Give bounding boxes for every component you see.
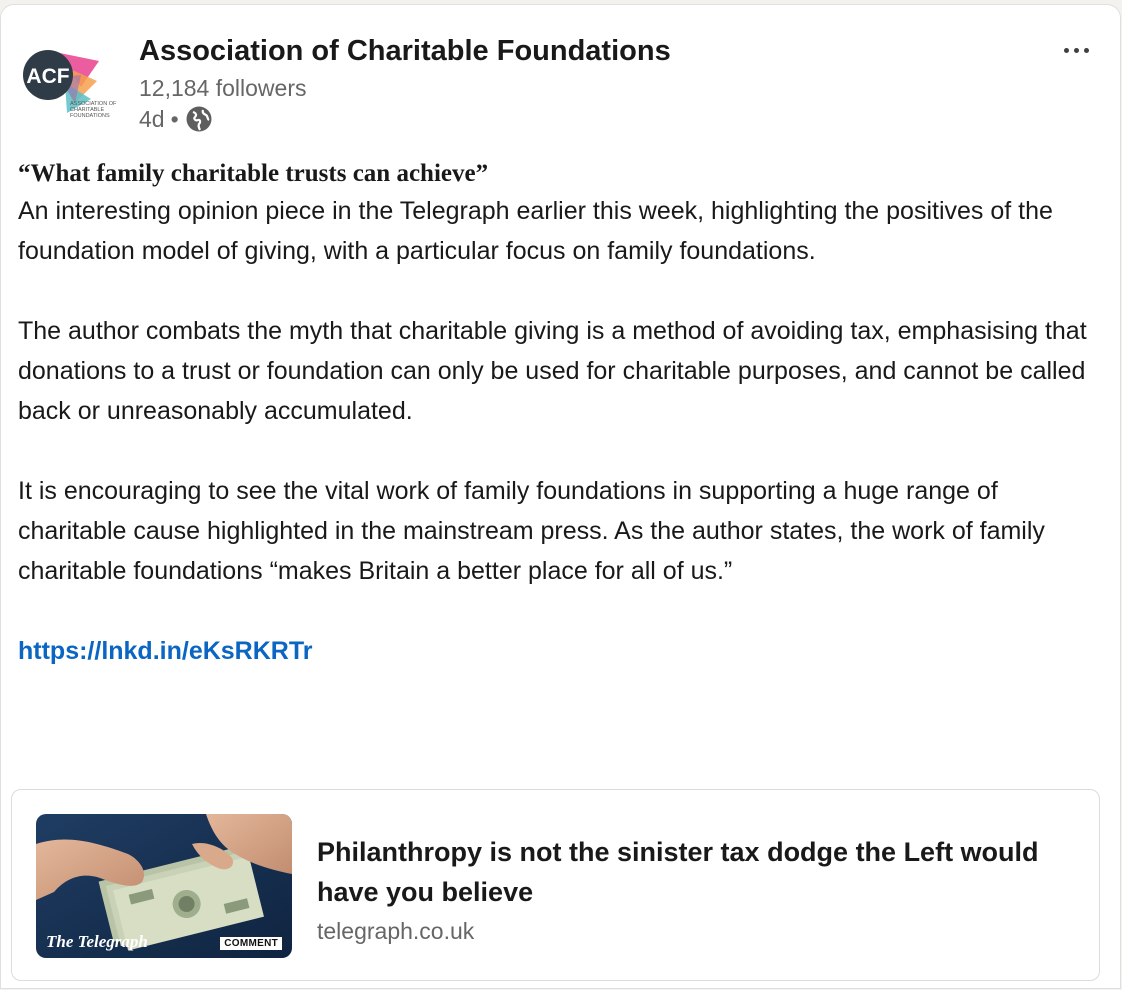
more-horizontal-icon xyxy=(1064,48,1069,53)
article-title[interactable]: Philanthropy is not the sinister tax dodge the Left would have you believe xyxy=(317,837,1039,907)
article-preview-card[interactable] xyxy=(11,789,1100,981)
logo-wordmark-line: CHARITABLE xyxy=(70,107,105,113)
globe-icon xyxy=(185,105,213,133)
post-paragraph: It is encouraging to see the vital work of family foundations in supporting a huge range of charitable cause highlighted in the mainstream press. As the author states, the work of family charitable foundations “makes Britain a better place for all of us.” xyxy=(18,477,1045,585)
feed-post-card xyxy=(0,4,1121,989)
article-source: telegraph.co.uk xyxy=(317,918,475,944)
logo-wordmark-line: FOUNDATIONS xyxy=(70,113,110,119)
post-link[interactable]: https://lnkd.in/eKsRKRTr xyxy=(18,637,313,665)
author-name[interactable]: Association of Charitable Foundations xyxy=(139,35,671,67)
meta-separator: • xyxy=(170,105,179,132)
post-body xyxy=(18,157,1108,671)
follower-count: 12,184 followers xyxy=(139,75,307,101)
post-meta xyxy=(139,105,213,133)
post-header xyxy=(21,35,1101,145)
thumbnail-badge: COMMENT xyxy=(220,937,282,950)
author-logo[interactable] xyxy=(21,47,121,127)
logo-initials: ACF xyxy=(26,65,70,88)
thumbnail-brand: The Telegraph xyxy=(46,932,148,951)
more-options-button[interactable] xyxy=(1051,35,1101,65)
quote-title: “What family charitable trusts can achieve” xyxy=(18,160,489,187)
post-paragraph: An interesting opinion piece in the Telegraph earlier this week, highlighting the positives of the foundation model of giving, with a particular focus on family foundations. xyxy=(18,197,1053,265)
post-time: 4d xyxy=(139,105,165,132)
acf-logo-icon xyxy=(21,47,121,127)
more-horizontal-icon xyxy=(1084,48,1089,53)
article-thumbnail xyxy=(36,814,292,958)
logo-wordmark-line: ASSOCIATION OF xyxy=(70,101,117,107)
post-paragraph: The author combats the myth that charitable giving is a method of avoiding tax, emphasising that donations to a trust or foundation can only be used for charitable purposes, and cannot be called back or unreasonably accumulated. xyxy=(18,317,1087,425)
more-horizontal-icon xyxy=(1074,48,1079,53)
